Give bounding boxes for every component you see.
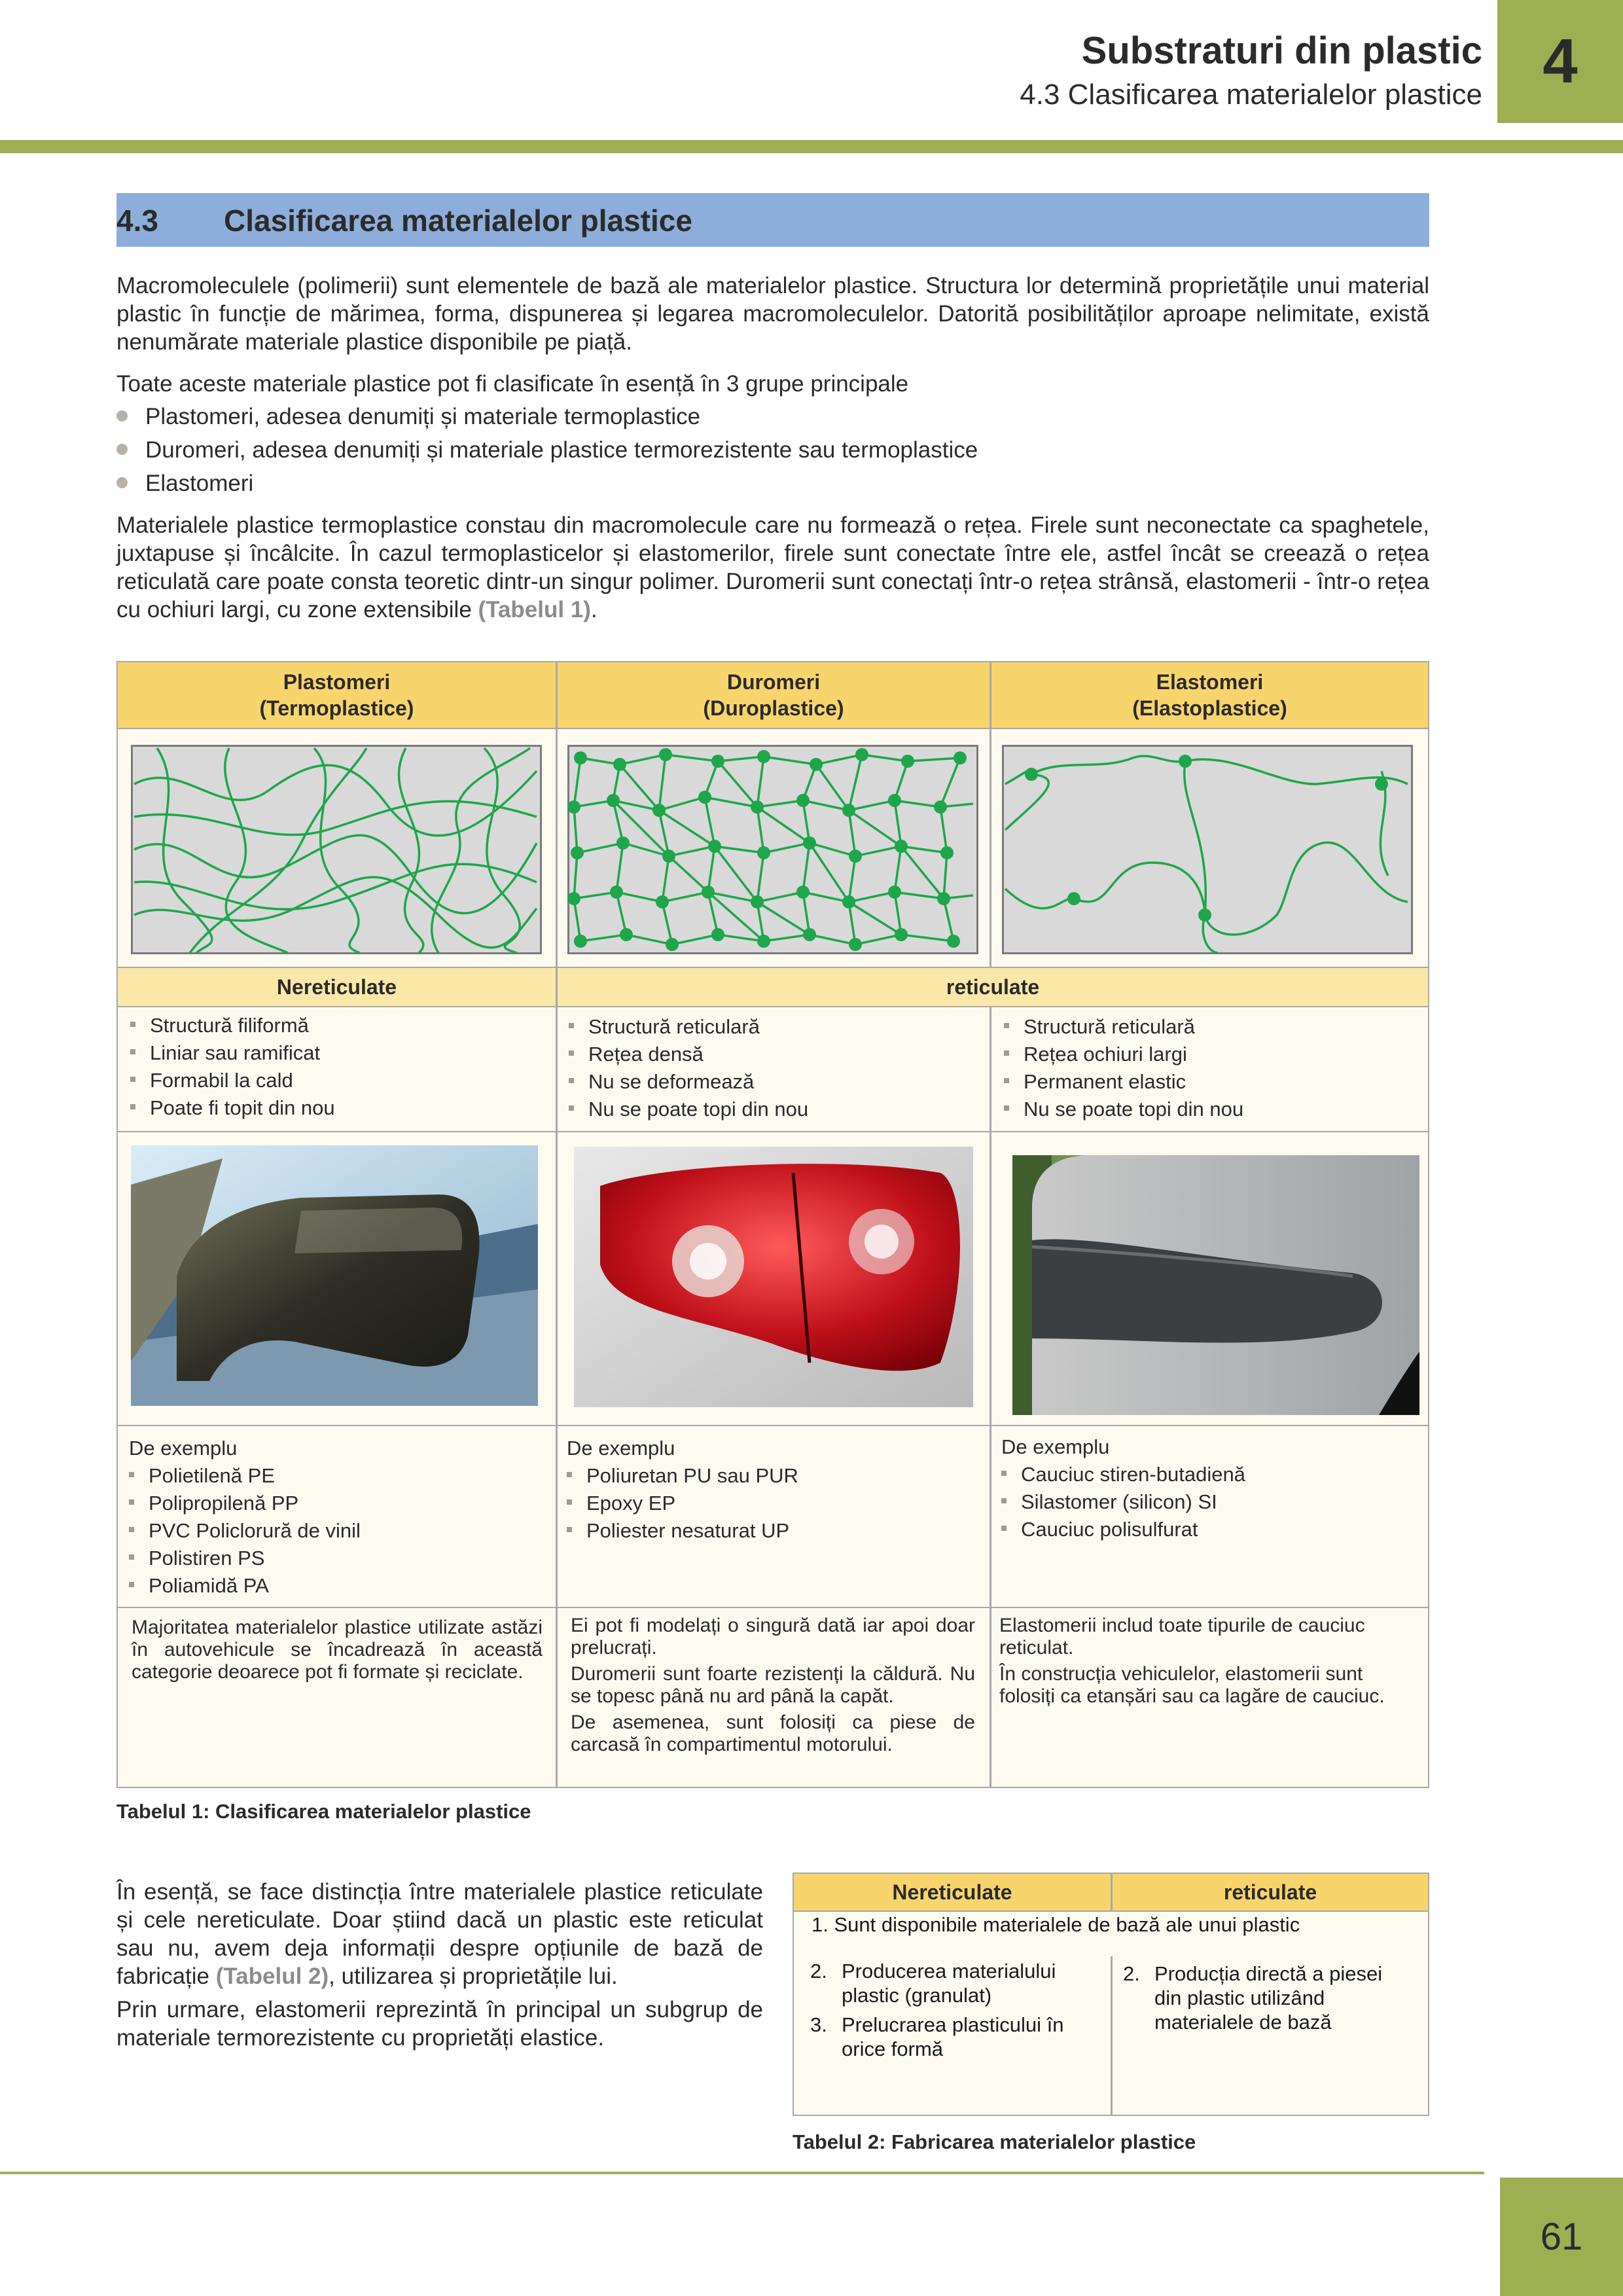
table-divider [1111,1874,1113,1910]
list-item: 2. Producția directă a piesei din plastic utilizând materialele de bază [1123,1962,1383,2034]
table-1-caption: Tabelul 1: Clasificarea materialelor plastice [116,1800,531,1823]
list-item: Nu se poate topi din nou [569,1098,808,1121]
list-item: PVC Policlorură de vinil [129,1519,361,1543]
plastomer-examples [129,1437,548,1607]
list-item: Silastomer (silicon) SI [1001,1490,1217,1514]
duromer-properties [569,1015,974,1133]
list-item: Structură reticulară [1004,1015,1195,1039]
list-item: Rețea densă [569,1043,704,1066]
elastomer-structure-diagram [1002,745,1413,954]
list-item: Cauciuc stiren-butadienă [1001,1463,1245,1486]
table-reference-link[interactable]: (Tabelul 1) [478,597,591,622]
table-divider [118,1425,1428,1426]
bumper-strip-photo [1012,1155,1419,1415]
table-divider [990,1006,991,1787]
tail-light-photo [574,1147,973,1407]
plastomer-note: Majoritatea materialelor plastice utilizate astăzi în autovehicule se încadrează în această categorie deoarece pot fi formate și reciclate. [132,1617,543,1683]
list-item: Formabil la cald [130,1069,293,1092]
elastomer-properties [1004,1015,1410,1133]
table-2-caption: Tabelul 2: Fabricarea materialelor plastice [793,2130,1196,2153]
examples-label: De exemplu [567,1437,675,1460]
plastomer-structure-diagram [131,745,542,954]
list-item: Poliuretan PU sau PUR [567,1464,798,1488]
plastomer-properties [130,1014,549,1132]
intro-paragraph-3: Materialele plastice termoplastice constau din macromolecule care nu formează o rețea. Firele sunt neconectate ca spaghetele, juxtapuse și încâlcite. În cazul termoplasticelor și elastomerilor, firele sunt conectate între ele, astfel încât se creează o rețea reticulată care poate consta teoretic dintr-un singur polimer. Duromerii sunt conectați într-o rețea strânsă, elastomerii - într-o rețea cu ochiuri largi, cu zone extensibile (Tabelul 1). [116,512,1429,622]
examples-label: De exemplu [129,1437,238,1460]
table-divider [118,967,1428,968]
column-header-nereticulate: Nereticulate [794,1874,1111,1910]
list-item: Permanent elastic [1004,1070,1186,1094]
nereticulate-steps [810,1959,1098,2061]
list-item: 2. Producerea materialului plastic (granulat) [810,1960,1056,2007]
bullet-icon [116,444,128,455]
list-item: Nu se poate topi din nou [1004,1098,1243,1121]
page-number: 61 [1540,2215,1583,2258]
list-item: Polietilenă PE [129,1464,275,1488]
column-header-reticulate: reticulate [1113,1874,1428,1910]
column-header-plastomeri: Plastomeri (Termoplastice) [118,662,556,728]
distinction-paragraph: În esență, se face distincția între materialele plastice reticulate și cele nereticulate. Doar știind dacă un plastic este reticulat sau nu, avem deja informații despre opțiunile de bază de fabricație (Tabelul 2), utilizarea și proprietățile lui. [116,1879,763,1989]
chapter-number-badge [1497,0,1623,123]
duromer-examples [567,1437,972,1554]
manufacturing-step-1: 1. Sunt disponibile materialele de bază ale unui plastic [812,1913,1300,1936]
chapter-title: Substraturi din plastic [1081,29,1482,72]
bullet-icon [116,410,128,422]
list-item: Duromeri, adesea denumiți și materiale plastice termorezistente sau termoplastice [116,437,978,463]
intro-paragraph-1: Macromoleculele (polimerii) sunt elementele de bază ale materialelor plastice. Structura lor determină proprietățile unui material plastic în funcție de mărimea, forma, dispunerea și legarea macromoleculelor. Datorită posibilităților aproape nelimitate, există nenumărate materiale plastice disponibile pe piață. [116,273,1429,355]
section-title: Clasificarea materialelor plastice [224,204,692,238]
table-divider [118,1607,1428,1608]
list-item: Liniar sau ramificat [130,1041,320,1065]
list-item: Poliamidă PA [129,1574,269,1598]
table-divider [1111,1956,1113,2115]
column-header-elastomeri: Elastomeri (Elastoplastice) [991,662,1428,728]
list-item: Poate fi topit din nou [130,1096,335,1120]
elastomer-note: Elastomerii includ toate tipurile de cauciuc reticulat. În construcția vehiculelor, elastomerii sunt folosiți ca etanșări sau ca lagăre de cauciuc. [999,1615,1385,1707]
chapter-number: 4 [1543,26,1578,96]
chapter-subtitle: 4.3 Clasificarea materialelor plastice [1020,79,1482,111]
car-mirror-photo [131,1145,538,1406]
table-divider [118,728,1428,729]
page-number-badge [1500,2178,1623,2296]
list-item: Polipropilenă PP [129,1492,298,1515]
table-divider [556,662,558,1787]
table-reference-link[interactable]: (Tabelul 2) [215,1964,329,1989]
elastomer-summary-paragraph: Prin urmare, elastomerii reprezintă în principal un subgrup de materiale termorezistente cu proprietăți elastice. [116,1997,763,2051]
duromer-note: Ei pot fi modelați o singură dată iar apoi doar prelucrați. Duromerii sunt foarte rezistenți la căldură. Nu se topesc până nu ard până la capăt. De asemenea, sunt folosiți ca piese de carcasă în compartimentul motorului. [571,1615,975,1755]
header-divider [0,140,1623,153]
list-item: Nu se deformează [569,1070,754,1094]
table-divider [118,1006,1428,1007]
list-item: Polistiren PS [129,1547,264,1570]
column-header-duromeri: Duromeri (Duroplastice) [558,662,990,728]
table-divider [794,1910,1428,1912]
footer-divider [0,2172,1484,2174]
list-item: Structură filiformă [130,1014,309,1037]
list-item: Cauciuc polisulfurat [1001,1518,1198,1541]
bullet-icon [116,477,128,488]
group-header-reticulate: reticulate [558,968,1428,1006]
table-divider [990,662,991,967]
list-item: Elastomeri [116,471,253,497]
list-item: Plastomeri, adesea denumiți și materiale termoplastice [116,404,700,430]
list-item: 3. Prelucrarea plasticului în orice formă [810,2013,1064,2060]
table-divider [118,1131,1428,1132]
list-item: Rețea ochiuri largi [1004,1043,1187,1066]
reticulate-steps [1123,1962,1411,2034]
group-header-nereticulate: Nereticulate [118,968,556,1006]
list-item: Epoxy EP [567,1492,675,1515]
elastomer-examples [1001,1435,1407,1553]
list-item: Poliester nesaturat UP [567,1519,789,1543]
intro-paragraph-2: Toate aceste materiale plastice pot fi clasificate în esență în 3 grupe principale [116,371,909,397]
section-number: 4.3 [116,204,158,238]
examples-label: De exemplu [1001,1435,1110,1458]
list-item: Structură reticulară [569,1015,760,1039]
duromer-structure-diagram [567,745,978,954]
